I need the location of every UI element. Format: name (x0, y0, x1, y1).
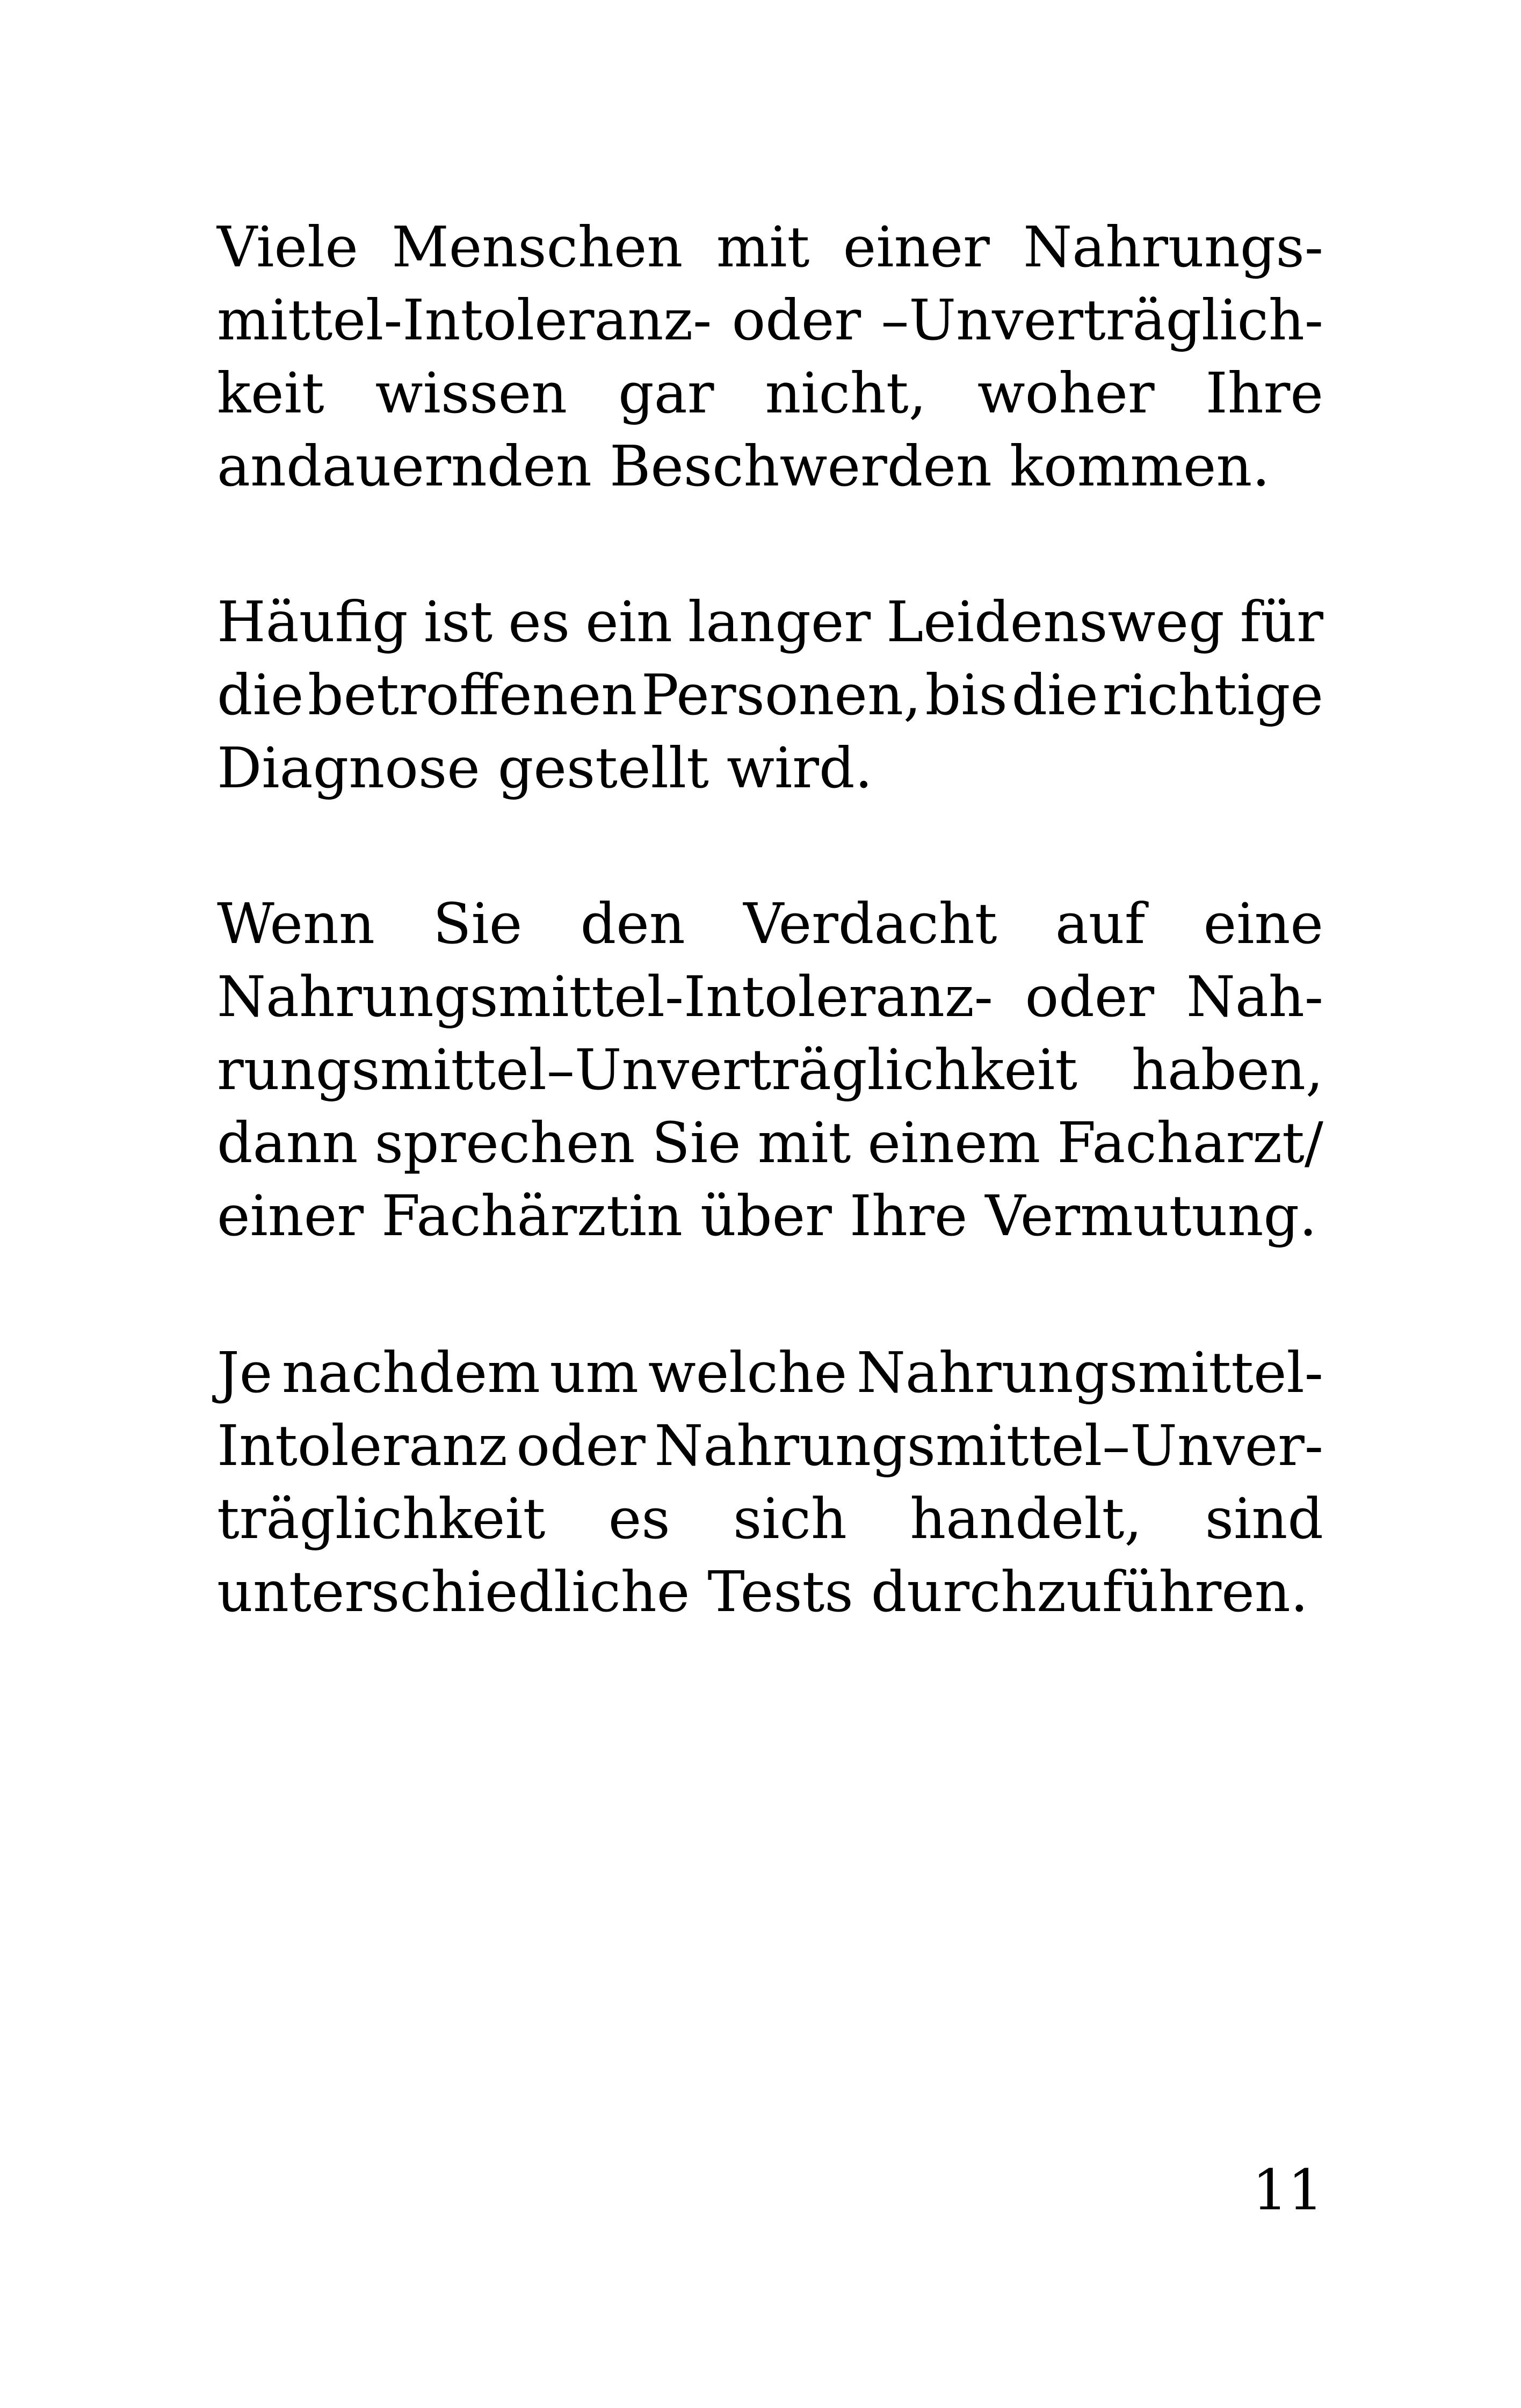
paragraph-1 (217, 211, 1323, 503)
paragraph-4 (217, 1336, 1323, 1628)
paragraph-3 (217, 887, 1323, 1252)
word: Menschen (392, 214, 683, 280)
text-line: einer Fachärztin über Ihre Vermutung. (217, 1183, 1317, 1249)
word: gar (618, 360, 714, 426)
word: handelt, (910, 1486, 1142, 1551)
word: oder (1025, 964, 1155, 1029)
word: Leidensweg (886, 589, 1225, 655)
word: es (508, 589, 570, 655)
text-line (217, 1033, 1323, 1106)
word: woher (977, 360, 1155, 426)
word: Nahrungs- (1023, 214, 1323, 280)
word: Viele (217, 214, 358, 280)
word: welche (648, 1340, 848, 1405)
text-line (217, 1106, 1323, 1179)
word: Je (217, 1340, 273, 1405)
word: nachdem (281, 1340, 540, 1405)
text-line: Diagnose gestellt wird. (217, 735, 873, 801)
word: Nahrungsmittel-Intoleranz- (217, 964, 993, 1029)
text-line (217, 211, 1323, 284)
word: die (1011, 662, 1098, 728)
word: es (608, 1486, 670, 1551)
word: richtige (1102, 662, 1323, 728)
word: Verdacht (743, 891, 997, 956)
word: Personen, (641, 662, 922, 728)
word: Ihre (1205, 360, 1323, 426)
word: eine (1203, 891, 1323, 956)
text-line: unterschiedliche Tests durchzuführen. (217, 1559, 1308, 1624)
word: auf (1055, 891, 1146, 956)
word: ein (585, 589, 672, 655)
word: Intoleranz (217, 1413, 508, 1478)
word: Facharzt/ (1057, 1110, 1323, 1176)
word: den (580, 891, 685, 956)
word: Wenn (217, 891, 375, 956)
word: haben, (1131, 1037, 1323, 1103)
word: einer (843, 214, 990, 280)
word: mit (757, 1110, 851, 1176)
word: keit (217, 360, 324, 426)
text-line (217, 1409, 1323, 1482)
word: betroffenen (308, 662, 638, 728)
text-line (217, 887, 1323, 960)
word: Häufig (217, 589, 408, 655)
word: Nah- (1186, 964, 1323, 1029)
word: sprechen (374, 1110, 635, 1176)
word: träglichkeit (217, 1486, 546, 1551)
word: ist (423, 589, 493, 655)
word: einem (867, 1110, 1041, 1176)
word: nicht, (765, 360, 926, 426)
text-line (217, 658, 1323, 731)
word: für (1240, 589, 1323, 655)
paragraph-2 (217, 585, 1323, 804)
page-number: 11 (1252, 2157, 1323, 2223)
word: wissen (375, 360, 568, 426)
word: sind (1205, 1486, 1323, 1551)
word: oder (731, 287, 861, 353)
word: oder (516, 1413, 646, 1478)
text-line (217, 1336, 1323, 1409)
word: Sie (651, 1110, 741, 1176)
word: Sie (433, 891, 523, 956)
text-line (217, 357, 1323, 430)
text-line (217, 284, 1323, 357)
word: rungsmittel–Unverträglichkeit (217, 1037, 1077, 1103)
text-line: andauernden Beschwerden kommen. (217, 433, 1270, 499)
text-line (217, 960, 1323, 1033)
word: dann (217, 1110, 358, 1176)
word: Nahrungsmittel–Unver- (654, 1413, 1323, 1478)
word: mit (716, 214, 810, 280)
word: –Unverträglich- (881, 287, 1323, 353)
word: bis (925, 662, 1008, 728)
text-line (217, 1482, 1323, 1555)
word: um (549, 1340, 639, 1405)
word: langer (688, 589, 871, 655)
word: die (217, 662, 304, 728)
word: Nahrungsmittel- (856, 1340, 1323, 1405)
word: mittel-Intoleranz- (217, 287, 712, 353)
word: sich (733, 1486, 847, 1551)
text-line (217, 585, 1323, 658)
